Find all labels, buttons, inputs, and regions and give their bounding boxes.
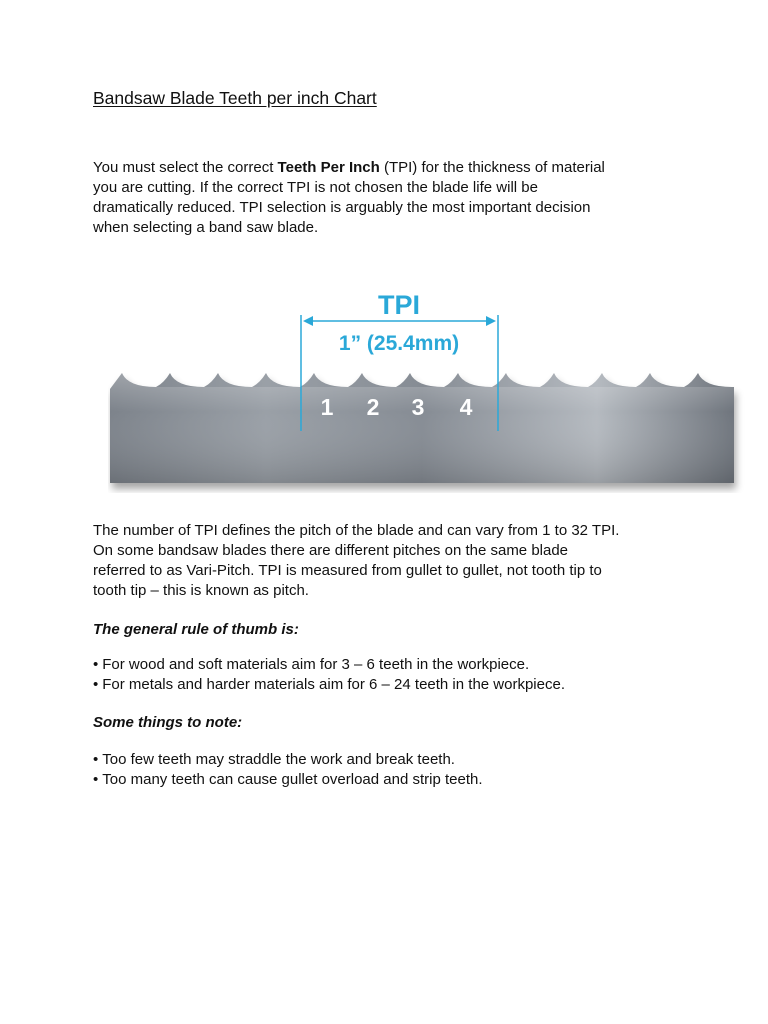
tpi-line-2: On some bandsaw blades there are different pitches on the same blade	[93, 542, 569, 559]
notes-list	[93, 750, 693, 790]
list-item	[93, 655, 693, 675]
intro-paragraph	[93, 158, 693, 238]
rule-text: For wood and soft materials aim for 3 – 6 teeth in the workpiece.	[102, 656, 530, 673]
intro-line-1	[93, 158, 693, 178]
list-item	[93, 675, 693, 695]
tpi-measure-label: 1” (25.4mm)	[338, 332, 460, 355]
blade-tpi-figure	[108, 283, 748, 493]
tooth-number-4: 4	[459, 394, 473, 420]
intro-text-after: (TPI) for the thickness of material	[379, 159, 605, 176]
rule-text: For metals and harder materials aim for 6 – 24 teeth in the workpiece.	[102, 676, 565, 693]
arrow-left-head	[303, 316, 313, 326]
tpi-line-1: The number of TPI defines the pitch of the blade and can vary from 1 to 32 TPI.	[93, 522, 620, 539]
bullet-icon: •	[93, 656, 99, 673]
blade-diagram	[108, 283, 748, 493]
rule-list	[93, 655, 693, 695]
bullet-icon: •	[93, 751, 99, 768]
tpi-line-3: referred to as Vari-Pitch. TPI is measured from gullet to gullet, not tooth tip to	[93, 562, 602, 579]
bullet-icon: •	[93, 676, 99, 693]
intro-text-before: You must select the correct	[93, 159, 278, 176]
bullet-icon: •	[93, 771, 99, 788]
note-text: Too few teeth may straddle the work and break teeth.	[102, 751, 455, 768]
page-title: Bandsaw Blade Teeth per inch Chart	[93, 88, 377, 108]
rule-of-thumb-heading: The general rule of thumb is:	[93, 621, 299, 638]
teeth-per-inch-bold: Teeth Per Inch	[277, 159, 380, 176]
tooth-number-2: 2	[366, 394, 380, 420]
tpi-line-4: tooth tip – this is known as pitch.	[93, 582, 309, 599]
intro-line-4: when selecting a band saw blade.	[93, 219, 319, 236]
list-item	[93, 750, 693, 770]
intro-line-3: dramatically reduced. TPI selection is arguably the most important decision	[93, 199, 591, 216]
note-text: Too many teeth can cause gullet overload and strip teeth.	[102, 771, 483, 788]
tpi-heading: TPI	[377, 290, 421, 320]
list-item	[93, 770, 693, 790]
arrow-right-head	[486, 316, 496, 326]
tooth-number-1: 1	[320, 394, 334, 420]
notes-heading: Some things to note:	[93, 714, 243, 731]
intro-line-2: you are cutting. If the correct TPI is not chosen the blade life will be	[93, 179, 538, 196]
tooth-number-3: 3	[411, 394, 425, 420]
tpi-paragraph	[93, 521, 693, 601]
